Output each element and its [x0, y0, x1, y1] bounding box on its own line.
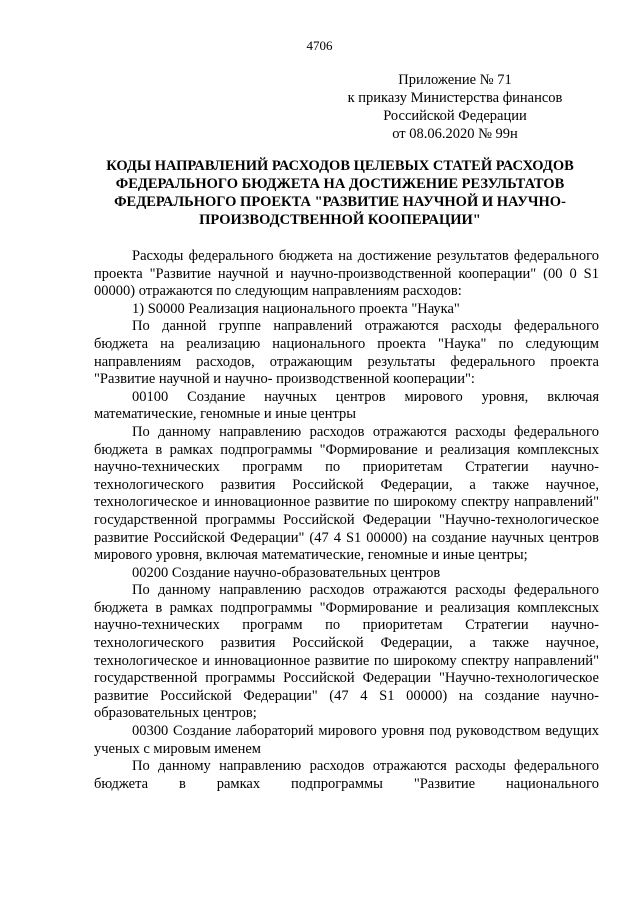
- document-body: [94, 248, 599, 793]
- title-line: КОДЫ НАПРАВЛЕНИЙ РАСХОДОВ ЦЕЛЕВЫХ СТАТЕЙ РАСХОДОВ: [106, 158, 574, 174]
- paragraph-code-heading: 00100 Создание научных центров мирового уровня, включая математические, геномные и иные центры: [94, 388, 599, 423]
- title-line: ФЕДЕРАЛЬНОГО ПРОЕКТА "РАЗВИТИЕ НАУЧНОЙ И НАУЧНО-: [114, 194, 566, 210]
- appendix-line: от 08.06.2020 № 99н: [392, 126, 518, 142]
- paragraph: По данной группе направлений отражаются расходы федерального бюджета на реализацию национального проекта "Наука" по следующим направлениям расходов, отражающим результаты федерального проекта "Развитие научной и научно- производственной кооперации":: [94, 318, 599, 388]
- appendix-header: [330, 71, 580, 143]
- paragraph: По данному направлению расходов отражаются расходы федерального бюджета в рамках подпрограммы "Формирование и реализация комплексных научно-технических программ по приоритетам Стратегии научно-технологического развития Российской Федерации, а также научное, технологическое и инновационное развитие по широкому спектру направлений" государственной программы Российской Федерации "Научно-технологическое развитие Российской Федерации" (47 4 S1 00000) на создание научных центров мирового уровня, включая математические, геномные и иные центры;: [94, 423, 599, 564]
- appendix-line: Приложение № 71: [398, 72, 512, 88]
- paragraph-code-heading: 00300 Создание лабораторий мирового уровня под руководством ведущих ученых с мировым именем: [94, 723, 599, 757]
- paragraph-section-heading: 1) S0000 Реализация национального проекта "Наука": [132, 300, 460, 317]
- appendix-line: к приказу Министерства финансов: [347, 90, 563, 106]
- appendix-line: Российской Федерации: [383, 108, 527, 124]
- paragraph: По данному направлению расходов отражаются расходы федерального бюджета в рамках подпрограммы "Развитие национального: [94, 758, 599, 792]
- paragraph: По данному направлению расходов отражаются расходы федерального бюджета в рамках подпрограммы "Формирование и реализация комплексных научно-технических программ по приоритетам Стратегии научно-технологического развития Российской Федерации, а также научное, технологическое и инновационное развитие по широкому спектру направлений" государственной программы Российской Федерации "Научно-технологическое развитие Российской Федерации" (47 4 S1 00000) на создание научно-образовательных центров;: [94, 582, 599, 722]
- document-title: [80, 157, 600, 229]
- title-line: ФЕДЕРАЛЬНОГО БЮДЖЕТА НА ДОСТИЖЕНИЕ РЕЗУЛЬТАТОВ: [115, 176, 565, 192]
- title-line: ПРОИЗВОДСТВЕННОЙ КООПЕРАЦИИ": [199, 212, 481, 228]
- paragraph-intro: Расходы федерального бюджета на достижение результатов федерального проекта "Развитие научной и научно-производственной кооперации" (00 0 S1 00000) отражаются по следующим направлениям расходов:: [94, 248, 599, 300]
- page-number: 4706: [306, 38, 333, 53]
- paragraph-code-heading: 00200 Создание научно-образовательных центров: [132, 564, 441, 581]
